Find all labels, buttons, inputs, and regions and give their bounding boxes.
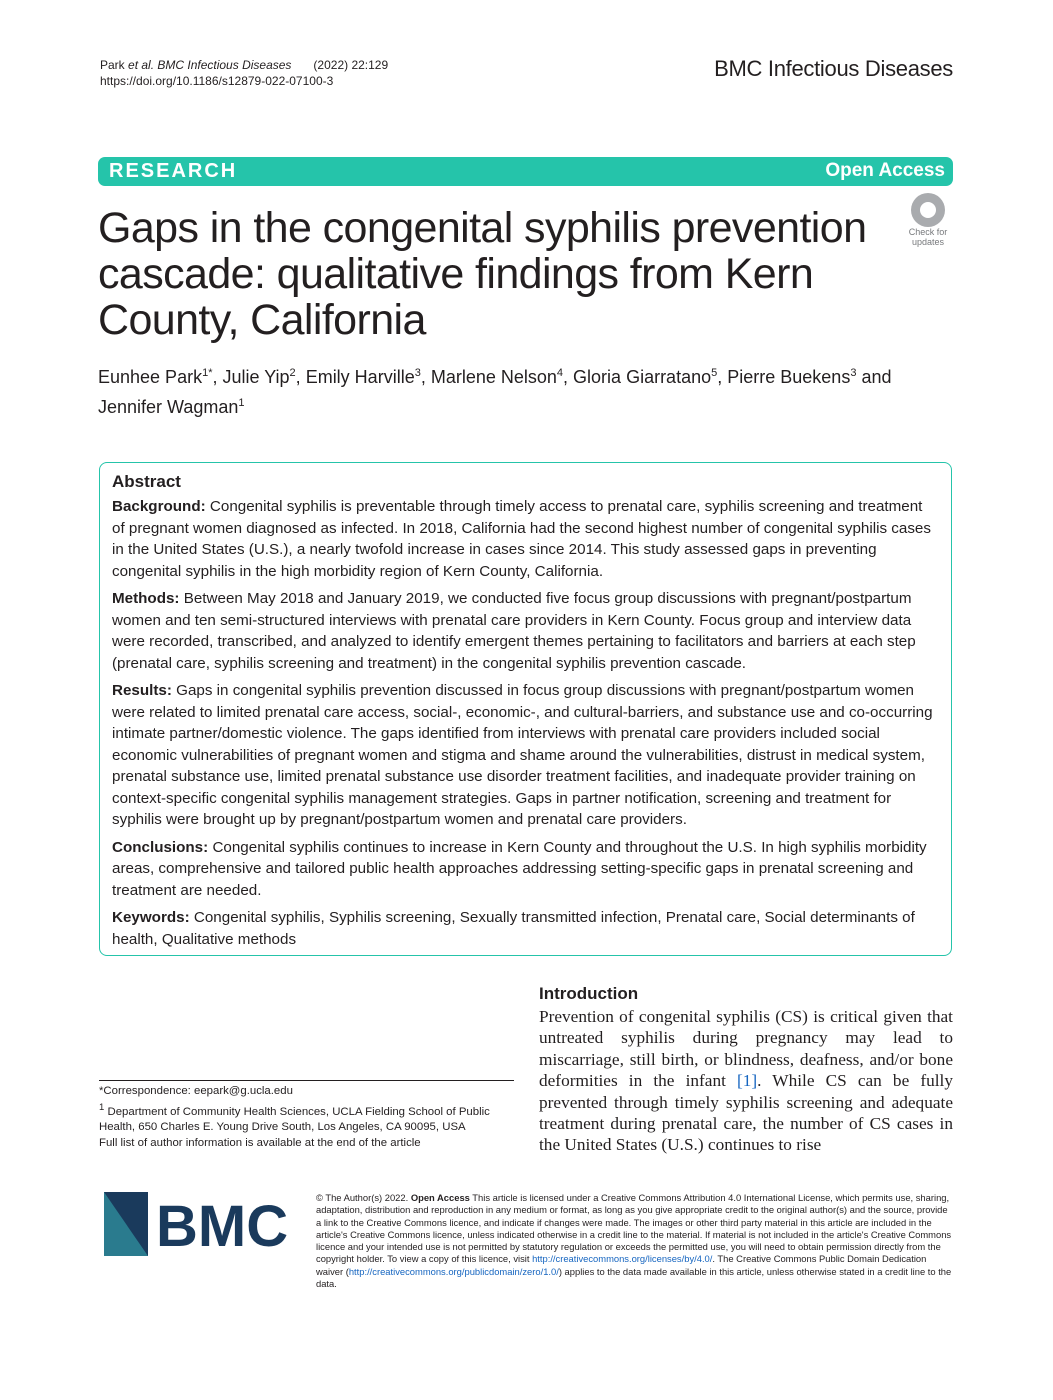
author-name: Gloria Giarratano [573,367,712,387]
author-name: Julie Yip [222,367,290,387]
citation-line: Park et al. BMC Infectious Diseases (2022) 22:129 [100,58,389,72]
abstract-results: Results: Gaps in congenital syphilis prevention discussed in focus group discussions with pregnant/postpartum women were related to limited prenatal care access, social-, economic-, and cultural-barriers, and substance use and co-occurring intimate partner/domestic violence. The gaps identified from interviews with prenatal care providers included social economic vulnerabilities of pregnant women and stigma and shame around the vulnerabilities, distrust in medical system, prenatal substance use, limited prenatal substance use disorder treatment facilities, and inadequate provider training on context-specific congenital syphilis management strategies. Gaps in partner notification, screening and treatment for syphilis were brought up by pregnant/postpartum women and prenatal care providers. [112,682,933,828]
correspondence-footnote [99,1080,514,1152]
article-type-banner [98,157,953,186]
bmc-logo [104,1192,294,1256]
correspondence-email: *Correspondence: eepark@g.ucla.edu [99,1085,293,1097]
citation-header [100,57,388,89]
introduction-heading: Introduction [539,984,639,1003]
research-label: RESEARCH [109,160,238,182]
author-name: Pierre Buekens [727,367,851,387]
check-updates-line2: updates [911,237,945,247]
author-name: Marlene Nelson [430,367,557,387]
author-name: Emily Harville [305,367,415,387]
author-affiliation-mark: 1* [202,367,213,379]
open-access-label: Open Access [825,160,945,181]
author-name: Eunhee Park [98,367,203,387]
author-list: Eunhee Park$^{1*}$, Julie Yip$^2$, Emily Harville$^3$, Marlene Nelson$^4$, Gloria Giarratano$^5$, Pierre Buekens$^3$ and Jennifer Wagman$^1$ [98,367,892,417]
author-affiliation-mark: 4 [556,367,564,379]
check-for-updates-button[interactable] [902,193,954,247]
reference-link[interactable]: [1] [737,1071,758,1091]
check-updates-icon [911,193,945,227]
author-name: Jennifer Wagman [98,397,239,417]
public-domain-link[interactable]: http://creativecommons.org/publicdomain/zero/1.0/ [348,1265,559,1277]
author-affiliation-mark: 3 [414,367,421,379]
bmc-logo-text: BMC [156,1194,289,1256]
journal-name: BMC Infectious Diseases [714,56,953,81]
article-title: Gaps in the congenital syphilis prevention cascade: qualitative findings from Kern County, California [98,204,867,344]
author-info-note: Full list of author information is available at the end of the article [99,1136,421,1149]
author-affiliation-mark: 3 [850,367,857,379]
affiliation: $^1$ Department of Community Health Sciences, UCLA Fielding School of Public Health, 650 Charles E. Young Drive South, Los Angeles, CA 90095, USA [99,1102,490,1133]
abstract-keywords: Keywords: Congenital syphilis, Syphilis screening, Sexually transmitted infection, Prenatal care, Social determinants of health, Qualitative methods [112,909,915,948]
abstract-background: Background: Congenital syphilis is preventable through timely access to prenatal care, syphilis screening and treatment of pregnant women diagnosed as infected. In 2018, California had the second highest number of congenital syphilis cases in the United States (U.S.), a nearly twofold increase in cases since 2014. This study assessed gaps in preventing congenital syphilis in the high morbidity region of Kern County, California. [112,498,931,580]
abstract-conclusions: Conclusions: Congenital syphilis continues to increase in Kern County and throughout the U.S. In high syphilis morbidity areas, comprehensive and tailored public health approaches addressing setting-specific gaps in prenatal screening and treatment are needed. [112,838,927,899]
abstract-methods: Methods: Between May 2018 and January 2019, we conducted five focus group discussions with pregnant/postpartum women and ten semi-structured interviews with prenatal care providers in Kern County. Focus group and interview data were recorded, transcribed, and analyzed to identify emergent themes pertaining to facilitators and barriers at each step (prenatal care, syphilis screening and treatment) in the congenital syphilis prevention cascade. [112,590,916,672]
author-affiliation-mark: 2 [289,367,296,379]
license-link[interactable]: http://creativecommons.org/licenses/by/4.0/ [532,1253,713,1265]
introduction-paragraph: Prevention of congenital syphilis (CS) is critical given that untreated syphilis during pregnancy may lead to miscarriage, still birth, or blindness, deafness, and/or bone deformities in the infant [1]. While CS can be fully prevented through timely syphilis screening and adequate treatment during prenatal care, the number of CS cases in the United States (U.S.) continues to rise [539,1007,953,1155]
author-affiliation-mark: 5 [711,367,718,379]
introduction-section [539,984,953,1156]
author-affiliation-mark: 1 [238,397,245,409]
abstract-box [99,462,952,956]
citation-year: (2022) 22:129 [313,58,389,72]
check-updates-line1: Check for [908,227,948,237]
license-text: © The Author(s) 2022. Open Access This article is licensed under a Creative Commons Attribution 4.0 International License, which permits use, sharing, adaptation, distribution and reproduction in any medium or format, as long as you give appropriate credit to the original author(s) and the source, provide a link to the Creative Commons licence, and indicate if changes were made. The images or other third party material in this article are included in the article's Creative Commons licence, unless indicated otherwise in a credit line to the material. If material is not included in the article's Creative Commons licence and your intended use is not permitted by statutory regulation or exceeds the permitted use, you will need to obtain permission directly from the copyright holder. To view a copy of this licence, visit http://creativecommons.org/licenses/by/4.0/. The Creative Commons Public Domain Dedication waiver (http://creativecommons.org/publicdomain/zero/1.0/) applies to the data made available in this article, unless otherwise stated in a credit line to the data. [316,1192,952,1290]
abstract-heading: Abstract [112,472,181,491]
citation-journal: et al. BMC Infectious Diseases [128,58,292,72]
doi-link[interactable]: https://doi.org/10.1186/s12879-022-07100-3 [100,74,334,88]
